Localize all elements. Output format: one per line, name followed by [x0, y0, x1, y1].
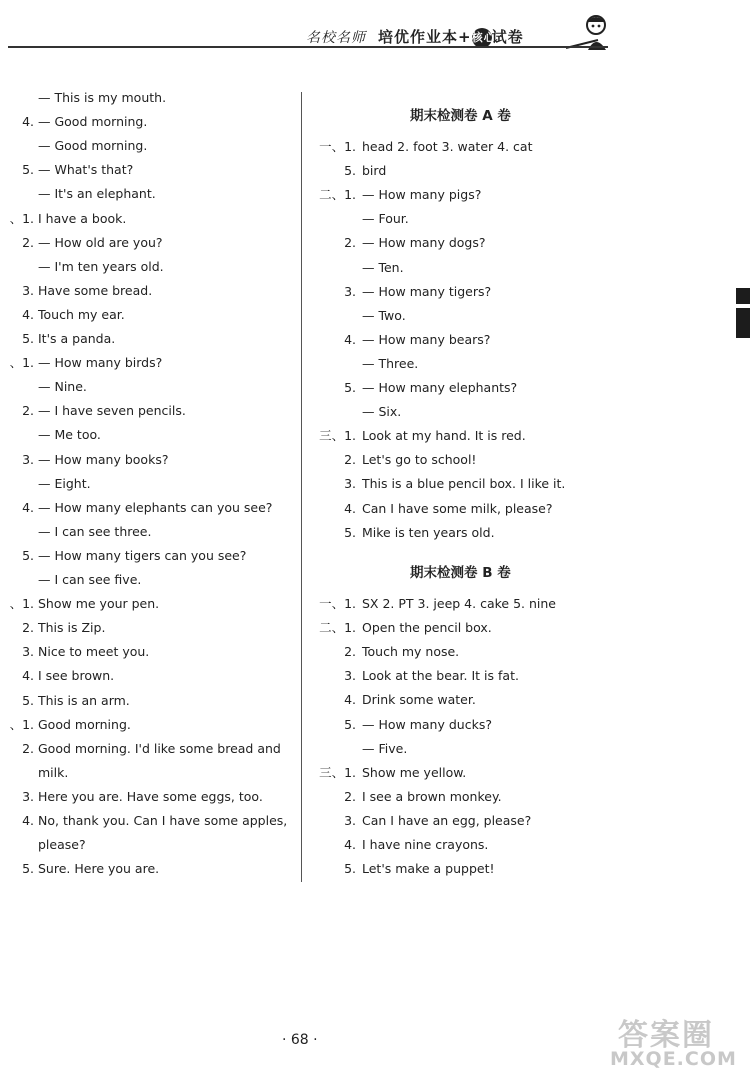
answer-text: — Ten.	[362, 259, 404, 275]
answer-number: 4.	[22, 306, 34, 322]
answer-number: 、1.	[9, 210, 34, 226]
answer-line	[306, 354, 419, 374]
answer-text: Good morning. I'd like some bread and	[38, 740, 281, 756]
answer-line	[0, 715, 131, 735]
answer-line	[0, 739, 281, 759]
answer-text: — Good morning.	[38, 114, 148, 130]
answer-text: — Two.	[362, 307, 406, 323]
answer-line	[0, 305, 125, 325]
answer-number: 3.	[22, 644, 34, 660]
answer-line	[306, 523, 495, 543]
answer-text: — I'm ten years old.	[38, 258, 164, 274]
answer-line	[306, 330, 491, 350]
answer-line	[0, 498, 273, 518]
page-header	[0, 0, 750, 52]
answer-line	[0, 281, 153, 301]
answer-text: — How many elephants?	[362, 380, 518, 395]
answer-number: 3.	[22, 282, 34, 298]
answer-line	[0, 859, 160, 879]
answer-text: Here you are. Have some eggs, too.	[38, 788, 263, 804]
answer-line	[306, 474, 566, 494]
answer-text: It's a panda.	[38, 331, 116, 346]
answer-line	[0, 450, 169, 470]
watermark-logo	[610, 1010, 746, 1072]
answer-line	[306, 666, 519, 686]
answer-line	[0, 233, 163, 253]
answer-line	[306, 378, 518, 398]
answer-number: 5.	[22, 162, 34, 178]
answer-line	[306, 450, 477, 470]
answer-number: 4.	[22, 813, 34, 828]
answer-line	[306, 185, 482, 205]
answer-text: This is Zip.	[38, 620, 106, 636]
answer-text: — I can see five.	[38, 572, 142, 587]
answer-text: Look at the bear. It is fat.	[362, 668, 519, 684]
answer-line	[0, 112, 148, 132]
answer-line	[0, 377, 87, 397]
answer-line	[0, 570, 142, 590]
answer-text: Mike is ten years old.	[362, 524, 495, 540]
answer-line	[306, 233, 486, 253]
answer-line	[0, 835, 86, 855]
answer-number: 三、1.	[319, 428, 356, 444]
answer-text: — How many tigers can you see?	[38, 547, 247, 563]
answer-number: 4.	[22, 668, 34, 684]
answer-line	[0, 160, 134, 180]
section-title-b: 期末检测卷 B 卷	[410, 565, 511, 581]
answer-line	[306, 763, 467, 783]
answer-text: I see brown.	[38, 668, 115, 684]
answer-number: 5.	[344, 861, 356, 877]
answer-line	[0, 522, 152, 542]
answer-text: — What's that?	[38, 162, 134, 178]
answer-line	[306, 811, 532, 831]
answer-number: 二、1.	[319, 187, 356, 203]
answer-number: 4.	[344, 692, 356, 708]
answer-text: — Eight.	[38, 475, 91, 491]
answer-number: 2.	[22, 403, 34, 419]
answer-line	[0, 787, 263, 807]
answer-line	[306, 715, 492, 735]
answer-number: 2.	[344, 235, 356, 251]
answer-text: — Five.	[362, 740, 408, 756]
answer-line	[0, 329, 116, 349]
answer-text: — Good morning.	[38, 138, 148, 154]
header-title-core: 核心	[472, 28, 492, 48]
answer-text: head 2. foot 3. water 4. cat	[362, 139, 533, 154]
header-title	[306, 26, 524, 48]
answer-text: Let's make a puppet!	[362, 861, 495, 877]
header-title-post: 试卷	[491, 28, 524, 46]
answer-text: — Four.	[362, 211, 409, 227]
answer-number: 、1.	[9, 355, 34, 371]
answer-line	[0, 184, 156, 204]
answer-text: — How many pigs?	[362, 187, 482, 203]
answer-text: — Three.	[362, 355, 419, 371]
answer-number: 3.	[344, 476, 356, 492]
answer-text: Sure. Here you are.	[38, 861, 160, 877]
answer-number: 5.	[22, 692, 34, 708]
answer-text: No, thank you. Can I have some apples,	[38, 813, 288, 828]
answer-number: 3.	[344, 668, 356, 684]
answer-line	[0, 136, 148, 156]
answer-number: 5.	[344, 524, 356, 540]
answer-number: 3.	[22, 451, 34, 467]
answer-text: bird	[362, 163, 387, 179]
header-title-pre: 培优作业本+	[378, 28, 472, 46]
answer-line	[306, 402, 402, 422]
answer-line	[0, 353, 163, 373]
answer-number: 一、1.	[319, 139, 356, 154]
answer-number: 2.	[344, 452, 356, 468]
answer-text: I see a brown monkey.	[362, 788, 502, 804]
answer-text: — Me too.	[38, 427, 101, 443]
answer-text: SX 2. PT 3. jeep 4. cake 5. nine	[362, 596, 556, 611]
answer-number: 5.	[344, 380, 356, 395]
answer-line	[0, 618, 106, 638]
answer-line	[0, 546, 247, 566]
answer-text: Nice to meet you.	[38, 644, 150, 660]
answer-text: Look at my hand. It is red.	[362, 428, 526, 444]
answer-line	[306, 618, 492, 638]
answer-line	[0, 594, 160, 614]
answer-line	[306, 282, 492, 302]
answer-line	[0, 425, 101, 445]
answer-number: 4.	[344, 837, 356, 852]
answer-text: — How many birds?	[38, 355, 163, 371]
answer-number: 一、1.	[319, 596, 356, 611]
answer-number: 2.	[344, 788, 356, 804]
answer-line	[306, 739, 408, 759]
watermark-bottom: MXQE.COM	[610, 1048, 737, 1070]
answer-line	[306, 642, 460, 662]
watermark-top: 答案圈	[618, 1018, 714, 1053]
answer-text: Good morning.	[38, 716, 131, 732]
answer-number: 2.	[344, 644, 356, 660]
answer-text: Touch my ear.	[38, 306, 125, 322]
answer-number: 二、1.	[319, 620, 356, 636]
answer-text: Show me yellow.	[362, 764, 467, 780]
answer-number: 5.	[22, 547, 34, 563]
answer-text: — How many elephants can you see?	[38, 499, 273, 515]
answer-number: 三、1.	[319, 764, 356, 780]
answer-line	[306, 306, 406, 326]
answer-number: 2.	[22, 740, 34, 756]
section-title-a: 期末检测卷 A 卷	[410, 108, 511, 124]
answer-text: — Nine.	[38, 379, 87, 395]
answer-number: 、1.	[9, 596, 34, 612]
answer-line	[306, 594, 556, 614]
answer-line	[306, 787, 502, 807]
answer-text: Can I have some milk, please?	[362, 500, 553, 516]
answer-line	[0, 401, 186, 421]
answer-number: 5.	[22, 331, 34, 346]
answer-line	[306, 835, 489, 855]
answer-number: 2.	[22, 620, 34, 636]
answer-number: 4.	[22, 499, 34, 515]
answer-line	[306, 258, 404, 278]
answer-number: 4.	[344, 331, 356, 347]
answer-number: 3.	[344, 283, 356, 299]
answer-number: 4.	[344, 500, 356, 516]
answer-line	[0, 763, 69, 783]
answer-text: milk.	[38, 764, 69, 780]
header-brand: 名校名师	[306, 30, 366, 46]
answer-text: I have a book.	[38, 210, 127, 226]
header-rule	[8, 46, 608, 48]
answer-line	[306, 690, 476, 710]
answer-line	[0, 209, 127, 229]
answer-line	[0, 88, 167, 108]
answer-line	[306, 161, 387, 181]
answer-text: — How many bears?	[362, 331, 491, 347]
answer-line	[306, 209, 409, 229]
answer-text: Let's go to school!	[362, 452, 477, 468]
page-number: · 68 ·	[282, 1032, 318, 1048]
answer-text: — How many tigers?	[362, 283, 492, 299]
answer-number: 2.	[22, 234, 34, 250]
answer-number: 5.	[344, 716, 356, 732]
answer-number: 3.	[344, 812, 356, 828]
column-divider	[301, 92, 302, 882]
answer-line	[306, 859, 495, 879]
answer-text: — How many ducks?	[362, 716, 492, 732]
answer-text: — How old are you?	[38, 234, 163, 250]
answer-text: — This is my mouth.	[38, 90, 167, 105]
answer-line	[0, 257, 164, 277]
answer-line	[306, 426, 526, 446]
answer-text: I have nine crayons.	[362, 837, 489, 852]
answer-line	[0, 691, 130, 711]
answer-line	[0, 474, 91, 494]
answer-text: Open the pencil box.	[362, 620, 492, 636]
answer-text: This is a blue pencil box. I like it.	[362, 476, 566, 492]
answer-line	[0, 666, 115, 686]
answer-number: 3.	[22, 788, 34, 804]
answer-number: 5.	[22, 861, 34, 877]
answer-text: — I have seven pencils.	[38, 403, 186, 419]
side-tab-marker	[736, 288, 750, 338]
answer-text: — I can see three.	[38, 523, 152, 539]
answer-text: Drink some water.	[362, 692, 476, 708]
answer-text: — Six.	[362, 404, 402, 420]
answer-text: — It's an elephant.	[38, 186, 156, 202]
answer-text: This is an arm.	[38, 692, 130, 708]
answer-line	[0, 642, 150, 662]
answer-number: 、1.	[9, 716, 34, 732]
answer-text: Touch my nose.	[362, 644, 460, 660]
answer-line	[306, 499, 553, 519]
answer-number: 5.	[344, 163, 356, 179]
answer-text: — How many dogs?	[362, 235, 486, 251]
answer-line	[0, 811, 288, 831]
answer-text: — How many books?	[38, 451, 169, 467]
answer-text: Can I have an egg, please?	[362, 812, 532, 828]
answer-text: please?	[38, 837, 86, 853]
answer-line	[306, 137, 533, 157]
answer-text: Have some bread.	[38, 282, 153, 298]
answer-text: Show me your pen.	[38, 596, 160, 612]
answer-number: 4.	[22, 114, 34, 130]
